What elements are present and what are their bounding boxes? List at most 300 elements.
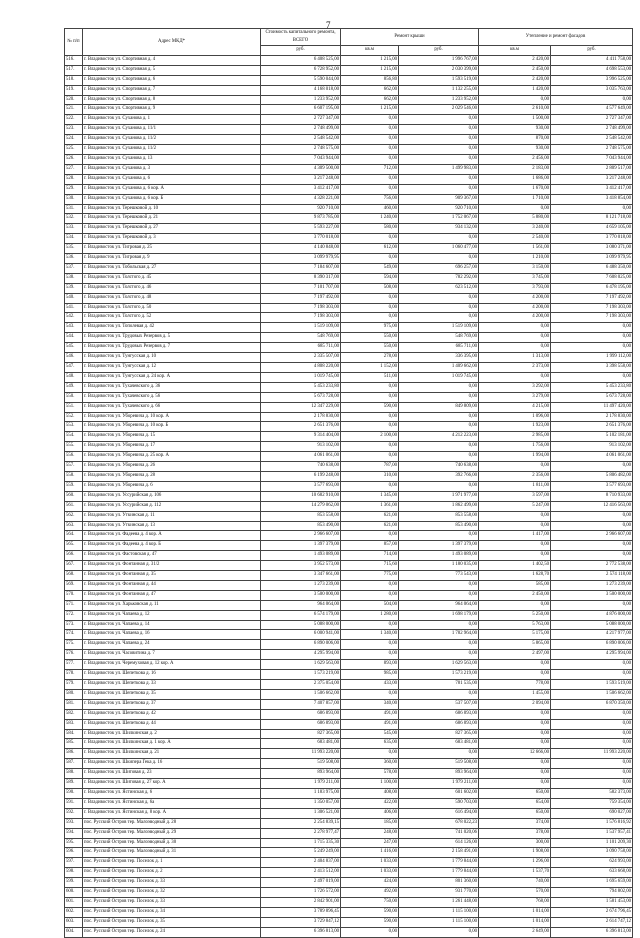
- row-roof-area: 0,00: [341, 590, 399, 600]
- row-roof-cost: 0,00: [399, 125, 479, 135]
- row-roof-cost: 0,00: [399, 452, 479, 462]
- row-facade-cost: 4 217 977,00: [551, 630, 633, 640]
- row-facade-cost: 3 398 558,00: [551, 363, 633, 373]
- row-address: г. Владивосток ул. Терешковой д. 3: [83, 234, 261, 244]
- row-roof-cost: 1 115 100,00: [399, 907, 479, 917]
- row-number: 546.: [65, 353, 83, 363]
- row-address: пос. Русский Остров тер. Поселок д. 33: [83, 878, 261, 888]
- row-roof-cost: 0,00: [399, 115, 479, 125]
- row-facade-area: 5 880,00: [479, 214, 551, 224]
- table-row: [65, 917, 633, 927]
- row-capital-cost: 6 000 941,00: [261, 630, 341, 640]
- row-address: г. Владивосток ул. Фонтанная д. 35: [83, 571, 261, 581]
- row-roof-cost: 2 029 546,00: [399, 105, 479, 115]
- row-number: 558.: [65, 471, 83, 481]
- row-facade-cost: 913 102,00: [551, 442, 633, 452]
- row-address: пос. Русский Остров тер. Поселок д. 2: [83, 868, 261, 878]
- row-number: 568.: [65, 571, 83, 581]
- row-facade-cost: 2 178 830,00: [551, 412, 633, 422]
- row-facade-area: 1 908,00: [479, 848, 551, 858]
- row-number: 598.: [65, 868, 83, 878]
- row-facade-area: 1 417,00: [479, 531, 551, 541]
- row-number: 595.: [65, 838, 83, 848]
- row-address: г. Владивосток ул. Фонтанная д. 31/2: [83, 561, 261, 571]
- row-number: 575.: [65, 640, 83, 650]
- row-number: 525.: [65, 145, 83, 155]
- row-facade-cost: 3 090 758,00: [551, 848, 633, 858]
- row-number: 547.: [65, 363, 83, 373]
- table-row: [65, 531, 633, 541]
- row-facade-cost: 0,00: [551, 779, 633, 789]
- row-number: 600.: [65, 888, 83, 898]
- table-row: [65, 868, 633, 878]
- row-capital-cost: 2 748 499,00: [261, 125, 341, 135]
- table-row: [65, 828, 633, 838]
- row-facade-area: 1 811,00: [479, 481, 551, 491]
- row-facade-cost: 0,00: [551, 343, 633, 353]
- row-address: г. Владивосток ул. Тухачевского д. 36: [83, 382, 261, 392]
- row-facade-cost: 7 198 303,00: [551, 303, 633, 313]
- row-facade-cost: 2 809 517,00: [551, 164, 633, 174]
- row-facade-cost: 8 121 718,00: [551, 214, 633, 224]
- row-facade-area: 3 279,00: [479, 392, 551, 402]
- row-roof-cost: 0,00: [399, 590, 479, 600]
- row-number: 599.: [65, 878, 83, 888]
- row-address: г. Владивосток ул. Суханова д. 11/1: [83, 125, 261, 135]
- table-row: [65, 521, 633, 531]
- table-row: [65, 402, 633, 412]
- row-address: г. Владивосток ул. Фонтанная д. 47: [83, 590, 261, 600]
- table-row: [65, 462, 633, 472]
- row-roof-cost: 0,00: [399, 154, 479, 164]
- row-roof-cost: 2 030 399,00: [399, 65, 479, 75]
- row-facade-area: 1 210,00: [479, 254, 551, 264]
- row-roof-area: 1 033,00: [341, 858, 399, 868]
- row-number: 602.: [65, 907, 83, 917]
- row-number: 590.: [65, 788, 83, 798]
- row-facade-area: 4 200,00: [479, 303, 551, 313]
- table-row: [65, 65, 633, 75]
- row-number: 571.: [65, 600, 83, 610]
- row-number: 581.: [65, 699, 83, 709]
- row-capital-cost: 3 347 661,00: [261, 571, 341, 581]
- row-address: г. Владивосток ул. Терешковой д. 10: [83, 204, 261, 214]
- row-roof-cost: 0,00: [399, 689, 479, 699]
- table-row: [65, 620, 633, 630]
- row-facade-area: 1 756,00: [479, 442, 551, 452]
- row-number: 553.: [65, 422, 83, 432]
- row-facade-cost: 4 659 105,00: [551, 224, 633, 234]
- row-roof-cost: 0,00: [399, 382, 479, 392]
- row-roof-cost: 601 602,00: [399, 788, 479, 798]
- row-number: 566.: [65, 551, 83, 561]
- row-capital-cost: 1 019 745,00: [261, 372, 341, 382]
- row-address: г. Владивосток ул. Шитовая д. 23: [83, 769, 261, 779]
- row-roof-cost: 683 481,00: [399, 739, 479, 749]
- row-facade-cost: 6 478 195,00: [551, 283, 633, 293]
- row-capital-cost: 6 408 525,00: [261, 55, 341, 65]
- table-row: [65, 481, 633, 491]
- row-facade-area: 740,00: [479, 878, 551, 888]
- row-roof-area: 1 152,00: [341, 363, 399, 373]
- row-address: г. Владивосток ул. Трудовых Резервов д. 5: [83, 333, 261, 343]
- row-facade-area: 0,00: [479, 719, 551, 729]
- row-facade-area: 2 985,00: [479, 432, 551, 442]
- row-address: г. Владивосток ул. Шилкинская д. 2: [83, 729, 261, 739]
- row-roof-cost: 0,00: [399, 422, 479, 432]
- row-roof-area: 590,00: [341, 917, 399, 927]
- row-roof-area: 662,00: [341, 95, 399, 105]
- row-facade-area: 2 420,00: [479, 55, 551, 65]
- row-facade-cost: 7 043 944,00: [551, 154, 633, 164]
- row-address: пос. Русский Остров тер. Малоэводный д. 28: [83, 818, 261, 828]
- row-address: г. Владивосток ул. Тухачевского д. 56: [83, 392, 261, 402]
- row-facade-cost: 5 806 482,00: [551, 471, 633, 481]
- row-roof-cost: 696 257,00: [399, 263, 479, 273]
- table-row: [65, 214, 633, 224]
- row-facade-cost: 690 027,00: [551, 808, 633, 818]
- row-capital-cost: 683 481,00: [261, 739, 341, 749]
- row-capital-cost: 7 184 607,00: [261, 263, 341, 273]
- capital-repair-register-table: [64, 28, 633, 938]
- row-capital-cost: 2 727 347,00: [261, 115, 341, 125]
- row-address: г. Владивосток ул. Суханова д. 6 кор. А: [83, 184, 261, 194]
- row-capital-cost: 1 506 662,00: [261, 689, 341, 699]
- row-address: пос. Русский Остров тер. Малоэводный д. 30: [83, 838, 261, 848]
- row-capital-cost: 2 842 901,00: [261, 897, 341, 907]
- row-roof-area: 0,00: [341, 135, 399, 145]
- unit-facade-rub: руб.: [551, 46, 633, 56]
- table-row: [65, 392, 633, 402]
- row-roof-area: 422,00: [341, 798, 399, 808]
- row-roof-cost: 773 543,00: [399, 571, 479, 581]
- row-facade-area: 3 597,00: [479, 491, 551, 501]
- row-facade-cost: 0,00: [551, 333, 633, 343]
- row-facade-area: 1 096,00: [479, 412, 551, 422]
- table-row: [65, 709, 633, 719]
- table-row: [65, 194, 633, 204]
- row-facade-cost: 0,00: [551, 372, 633, 382]
- row-facade-area: 0,00: [479, 343, 551, 353]
- row-facade-cost: 4 295 994,00: [551, 650, 633, 660]
- row-roof-area: 856,80: [341, 75, 399, 85]
- row-number: 539.: [65, 283, 83, 293]
- row-address: г. Владивосток ул. Шкипера Гека д. 16: [83, 759, 261, 769]
- row-number: 524.: [65, 135, 83, 145]
- row-facade-area: 1 014,00: [479, 917, 551, 927]
- row-facade-cost: 794 802,00: [551, 888, 633, 898]
- table-row: [65, 145, 633, 155]
- row-capital-cost: 1 306 521,00: [261, 808, 341, 818]
- table-row: [65, 471, 633, 481]
- row-facade-area: 2 450,00: [479, 590, 551, 600]
- row-roof-area: 578,00: [341, 769, 399, 779]
- row-number: 564.: [65, 531, 83, 541]
- row-facade-cost: 6 890 006,00: [551, 640, 633, 650]
- row-number: 534.: [65, 234, 83, 244]
- row-facade-cost: 5 102 181,00: [551, 432, 633, 442]
- row-facade-area: 2 420,00: [479, 75, 551, 85]
- row-address: г. Владивосток ул. Шилкинская д. 1 кор. А: [83, 739, 261, 749]
- row-facade-cost: 0,00: [551, 541, 633, 551]
- row-roof-area: 0,00: [341, 293, 399, 303]
- row-capital-cost: 4 061 061,00: [261, 452, 341, 462]
- row-facade-area: 5 250,00: [479, 610, 551, 620]
- row-number: 549.: [65, 382, 83, 392]
- row-roof-cost: 1 629 563,00: [399, 660, 479, 670]
- row-roof-cost: 1 060 477,00: [399, 244, 479, 254]
- row-number: 556.: [65, 452, 83, 462]
- table-row: [65, 580, 633, 590]
- row-address: г. Владивосток ул. Толстого д. 48: [83, 293, 261, 303]
- row-facade-area: 0,00: [479, 729, 551, 739]
- row-facade-area: 930,00: [479, 145, 551, 155]
- row-capital-cost: 2 254 839,15: [261, 818, 341, 828]
- table-row: [65, 630, 633, 640]
- row-number: 560.: [65, 491, 83, 501]
- row-facade-cost: 2 748 575,00: [551, 145, 633, 155]
- row-capital-cost: 7 407 857,00: [261, 699, 341, 709]
- row-roof-area: 975,00: [341, 323, 399, 333]
- row-address: г. Владивосток ул. Трудовых Резервов д. 7: [83, 343, 261, 353]
- row-facade-area: 0,00: [479, 779, 551, 789]
- row-roof-area: 857,00: [341, 541, 399, 551]
- row-number: 521.: [65, 105, 83, 115]
- row-roof-cost: 392 766,00: [399, 471, 479, 481]
- row-roof-cost: 0,00: [399, 442, 479, 452]
- row-address: г. Владивосток ул. Уборевича д. 26: [83, 462, 261, 472]
- row-capital-cost: 5 249 249,00: [261, 848, 341, 858]
- row-roof-area: 491,00: [341, 709, 399, 719]
- row-facade-cost: 2 772 538,00: [551, 561, 633, 571]
- row-facade-cost: 3 500 000,00: [551, 590, 633, 600]
- row-number: 532.: [65, 214, 83, 224]
- row-address: г. Владивосток ул. Шилкинская д. 21: [83, 749, 261, 759]
- table-row: [65, 878, 633, 888]
- row-roof-area: 0,00: [341, 442, 399, 452]
- row-roof-cost: 0,00: [399, 184, 479, 194]
- row-roof-area: 247,00: [341, 838, 399, 848]
- row-number: 552.: [65, 412, 83, 422]
- row-roof-cost: 931 770,00: [399, 888, 479, 898]
- row-facade-area: 2 497,00: [479, 650, 551, 660]
- row-capital-cost: 920 710,00: [261, 204, 341, 214]
- row-facade-area: 5 247,00: [479, 501, 551, 511]
- row-facade-area: 300,00: [479, 838, 551, 848]
- table-row: [65, 680, 633, 690]
- row-capital-cost: 6 199 248,00: [261, 471, 341, 481]
- row-number: 544.: [65, 333, 83, 343]
- row-roof-cost: 0,00: [399, 313, 479, 323]
- row-facade-cost: 7 198 303,00: [551, 313, 633, 323]
- row-roof-cost: 0,00: [399, 392, 479, 402]
- row-facade-cost: 2 748 499,00: [551, 125, 633, 135]
- row-capital-cost: 4 140 848,00: [261, 244, 341, 254]
- row-roof-area: 1 361,00: [341, 501, 399, 511]
- row-facade-cost: 0,00: [551, 462, 633, 472]
- row-address: г. Владивосток ул. Шепеткова д. 37: [83, 699, 261, 709]
- row-number: 604.: [65, 927, 83, 937]
- row-roof-area: 1 280,00: [341, 610, 399, 620]
- row-roof-area: 0,00: [341, 145, 399, 155]
- row-address: г. Владивосток ул. Тунгусская д. 10: [83, 353, 261, 363]
- row-facade-area: 5 763,00: [479, 620, 551, 630]
- row-capital-cost: 3 952 573,00: [261, 561, 341, 571]
- row-number: 578.: [65, 670, 83, 680]
- row-facade-cost: 0,00: [551, 521, 633, 531]
- row-capital-cost: 1 726 572,00: [261, 888, 341, 898]
- row-roof-area: 0,00: [341, 749, 399, 759]
- row-number: 557.: [65, 462, 83, 472]
- row-roof-area: 0,00: [341, 580, 399, 590]
- row-capital-cost: 6 396 813,00: [261, 927, 341, 937]
- row-roof-cost: 964 064,00: [399, 600, 479, 610]
- row-address: г. Владивосток ул. Суханова д. 1: [83, 115, 261, 125]
- row-roof-area: 310,00: [341, 471, 399, 481]
- table-row: [65, 234, 633, 244]
- row-roof-area: 1 215,00: [341, 105, 399, 115]
- row-number: 516.: [65, 55, 83, 65]
- row-facade-area: 0,00: [479, 670, 551, 680]
- row-roof-area: 0,00: [341, 452, 399, 462]
- row-roof-area: 2 100,00: [341, 432, 399, 442]
- row-address: пос. Русский Остров тер. Поселок д. 35: [83, 917, 261, 927]
- row-facade-area: 4 200,00: [479, 293, 551, 303]
- row-facade-area: 5 865,00: [479, 640, 551, 650]
- row-roof-area: 0,00: [341, 481, 399, 491]
- row-facade-cost: 0,00: [551, 709, 633, 719]
- row-facade-area: 0,00: [479, 462, 551, 472]
- row-facade-cost: 0,00: [551, 759, 633, 769]
- row-facade-area: 0,00: [479, 769, 551, 779]
- row-facade-area: 0,00: [479, 204, 551, 214]
- table-row: [65, 174, 633, 184]
- row-facade-area: 2 540,00: [479, 234, 551, 244]
- row-roof-area: 0,00: [341, 303, 399, 313]
- row-roof-area: 612,00: [341, 244, 399, 254]
- table-row: [65, 135, 633, 145]
- row-address: г. Владивосток ул. Чапаева д. 14: [83, 620, 261, 630]
- row-roof-cost: 1 519 109,00: [399, 323, 479, 333]
- row-address: г. Владивосток ул. Шепеткова д. 35: [83, 689, 261, 699]
- row-capital-cost: 2 497 019,00: [261, 878, 341, 888]
- row-roof-area: 0,00: [341, 640, 399, 650]
- row-roof-area: 511,00: [341, 372, 399, 382]
- table-row: [65, 759, 633, 769]
- row-facade-cost: 7 197 492,00: [551, 293, 633, 303]
- row-facade-area: 768,00: [479, 897, 551, 907]
- table-row: [65, 699, 633, 709]
- row-roof-cost: 1 397 379,00: [399, 541, 479, 551]
- row-roof-cost: 537 507,00: [399, 699, 479, 709]
- row-facade-cost: 4 411 758,00: [551, 55, 633, 65]
- row-capital-cost: 740 638,00: [261, 462, 341, 472]
- table-row: [65, 85, 633, 95]
- row-roof-area: 1 033,00: [341, 868, 399, 878]
- row-facade-area: 930,00: [479, 125, 551, 135]
- row-roof-area: 278,00: [341, 353, 399, 363]
- row-roof-area: 0,00: [341, 392, 399, 402]
- row-roof-area: 0,00: [341, 689, 399, 699]
- row-address: пос. Русский Остров тер. Поселок д. 34: [83, 907, 261, 917]
- row-facade-area: 0,00: [479, 323, 551, 333]
- row-capital-cost: 1 493 089,00: [261, 551, 341, 561]
- row-number: 587.: [65, 759, 83, 769]
- row-number: 601.: [65, 897, 83, 907]
- row-number: 535.: [65, 244, 83, 254]
- table-row: [65, 858, 633, 868]
- row-address: г. Владивосток ул. Терешковой д. 21: [83, 214, 261, 224]
- row-facade-cost: 6 870 350,00: [551, 699, 633, 709]
- row-facade-cost: 1 101 209,30: [551, 838, 633, 848]
- row-roof-cost: 853 490,00: [399, 521, 479, 531]
- row-facade-cost: 2 674 796,45: [551, 907, 633, 917]
- table-row: [65, 818, 633, 828]
- row-roof-cost: 801 360,00: [399, 878, 479, 888]
- row-roof-cost: 1 752 067,00: [399, 214, 479, 224]
- row-number: 526.: [65, 154, 83, 164]
- table-row: [65, 610, 633, 620]
- row-roof-area: 1 100,00: [341, 779, 399, 789]
- row-roof-cost: 920 710,00: [399, 204, 479, 214]
- row-facade-area: 5 175,00: [479, 630, 551, 640]
- row-facade-cost: 0,00: [551, 769, 633, 779]
- row-number: 603.: [65, 917, 83, 927]
- row-capital-cost: 1 573 219,00: [261, 670, 341, 680]
- row-facade-cost: 6 488 350,00: [551, 263, 633, 273]
- row-facade-area: 2 373,00: [479, 363, 551, 373]
- row-facade-cost: 3 996 525,00: [551, 75, 633, 85]
- row-facade-area: 1 402,50: [479, 561, 551, 571]
- table-row: [65, 491, 633, 501]
- row-facade-area: 1 561,00: [479, 244, 551, 254]
- row-capital-cost: 2 404 837,00: [261, 858, 341, 868]
- row-capital-cost: 6 607 195,00: [261, 105, 341, 115]
- row-facade-cost: 0,00: [551, 551, 633, 561]
- row-roof-cost: 1 862 499,00: [399, 501, 479, 511]
- row-address: г. Владивосток ул. Суханова д. 6 кор. Б: [83, 194, 261, 204]
- row-facade-area: 0,00: [479, 660, 551, 670]
- row-number: 589.: [65, 779, 83, 789]
- row-facade-cost: 2 727 347,00: [551, 115, 633, 125]
- row-facade-area: 1 537,70: [479, 868, 551, 878]
- row-number: 520.: [65, 95, 83, 105]
- row-address: г. Владивосток ул. Харьковская д. 11: [83, 600, 261, 610]
- row-address: г. Владивосток ул. Уборевича д. 28: [83, 471, 261, 481]
- row-capital-cost: 5 593 227,00: [261, 224, 341, 234]
- table-row: [65, 105, 633, 115]
- row-roof-area: 0,00: [341, 650, 399, 660]
- table-row: [65, 670, 633, 680]
- row-roof-area: 580,00: [341, 224, 399, 234]
- table-row: [65, 273, 633, 283]
- row-roof-cost: 0,00: [399, 303, 479, 313]
- row-roof-area: 508,00: [341, 283, 399, 293]
- row-capital-cost: 3 217 248,00: [261, 174, 341, 184]
- row-number: 519.: [65, 85, 83, 95]
- table-row: [65, 838, 633, 848]
- table-row: [65, 779, 633, 789]
- row-address: г. Владивосток ул. Спортивная д. 7: [83, 85, 261, 95]
- row-number: 536.: [65, 254, 83, 264]
- row-capital-cost: 913 102,00: [261, 442, 341, 452]
- row-number: 591.: [65, 798, 83, 808]
- row-roof-cost: 0,00: [399, 481, 479, 491]
- row-number: 522.: [65, 115, 83, 125]
- row-facade-area: 3 292,00: [479, 382, 551, 392]
- row-address: г. Владивосток ул. Спортивная д. 8: [83, 95, 261, 105]
- row-facade-cost: 0,00: [551, 323, 633, 333]
